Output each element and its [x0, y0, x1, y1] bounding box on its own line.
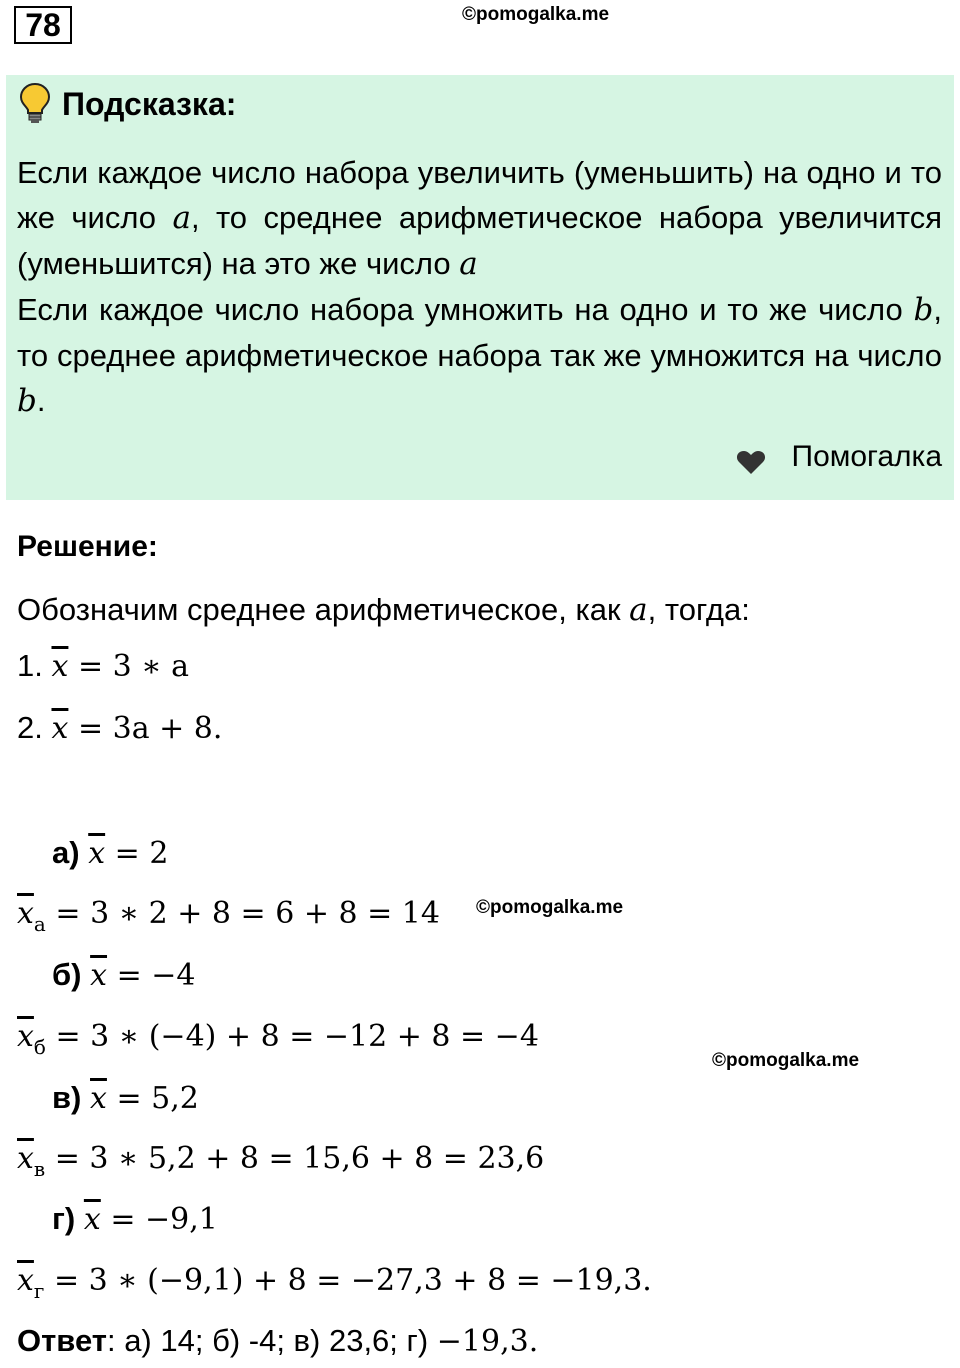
hint-paragraph-2: Если каждое число набора умножить на одно и то же число b, то среднее арифметическое набора так же умножится на число b. [17, 292, 942, 419]
equation-1: 1. $\overline{x} = 3$ ∗ a [17, 648, 190, 684]
hint-paragraph-1: Если каждое число набора увеличить (уменьшить) на одно и то же число a, то среднее арифметическое набора увеличится (уменьшится) на это же число a [17, 155, 942, 282]
hint-text [17, 150, 942, 424]
part-g-calc: $\overline{x}_г = 3$ ∗ (−9,1) + 8 = −27,3 + 8 = −19,3. [17, 1263, 652, 1303]
answer-line: Ответ: а) 14; б) -4; в) 23,6; г) −19,3. [17, 1323, 539, 1359]
watermark-lower: ©pomogalka.me [712, 1050, 860, 1071]
problem-number: 78 [14, 6, 72, 44]
part-g-given: г) $\overline{x} = -9,1$ [52, 1201, 218, 1237]
part-b-given: б) $\overline{x} = -4$ [52, 957, 196, 993]
equation-2: 2. $\overline{x} = 3a + 8$. [17, 710, 223, 746]
part-a-calc: $\overline{x}_а = 3$ ∗ 2 + 8 = 6 + 8 = 14 [17, 896, 440, 936]
lightbulb-icon [18, 82, 52, 124]
part-a-given: а) $\overline{x} = 2$ [52, 835, 169, 871]
part-b-calc: $\overline{x}_б = 3$ ∗ (−4) + 8 = −12 + 8 = −4 [17, 1019, 539, 1059]
part-v-calc: $\overline{x}_в = 3$ ∗ 5,2 + 8 = 15,6 + 8 = 23,6 [17, 1141, 545, 1181]
watermark-top: ©pomogalka.me [462, 4, 610, 25]
hint-title: Подсказка: [62, 86, 237, 122]
heart-icon [736, 449, 766, 475]
watermark-middle: ©pomogalka.me [476, 897, 624, 918]
part-v-given: в) $\overline{x} = 5,2$ [52, 1080, 199, 1116]
solution-intro: Обозначим среднее арифметическое, как a, тогда: [17, 592, 750, 628]
brand-signature: Помогалка [791, 440, 942, 473]
solution-heading: Решение: [17, 530, 158, 563]
